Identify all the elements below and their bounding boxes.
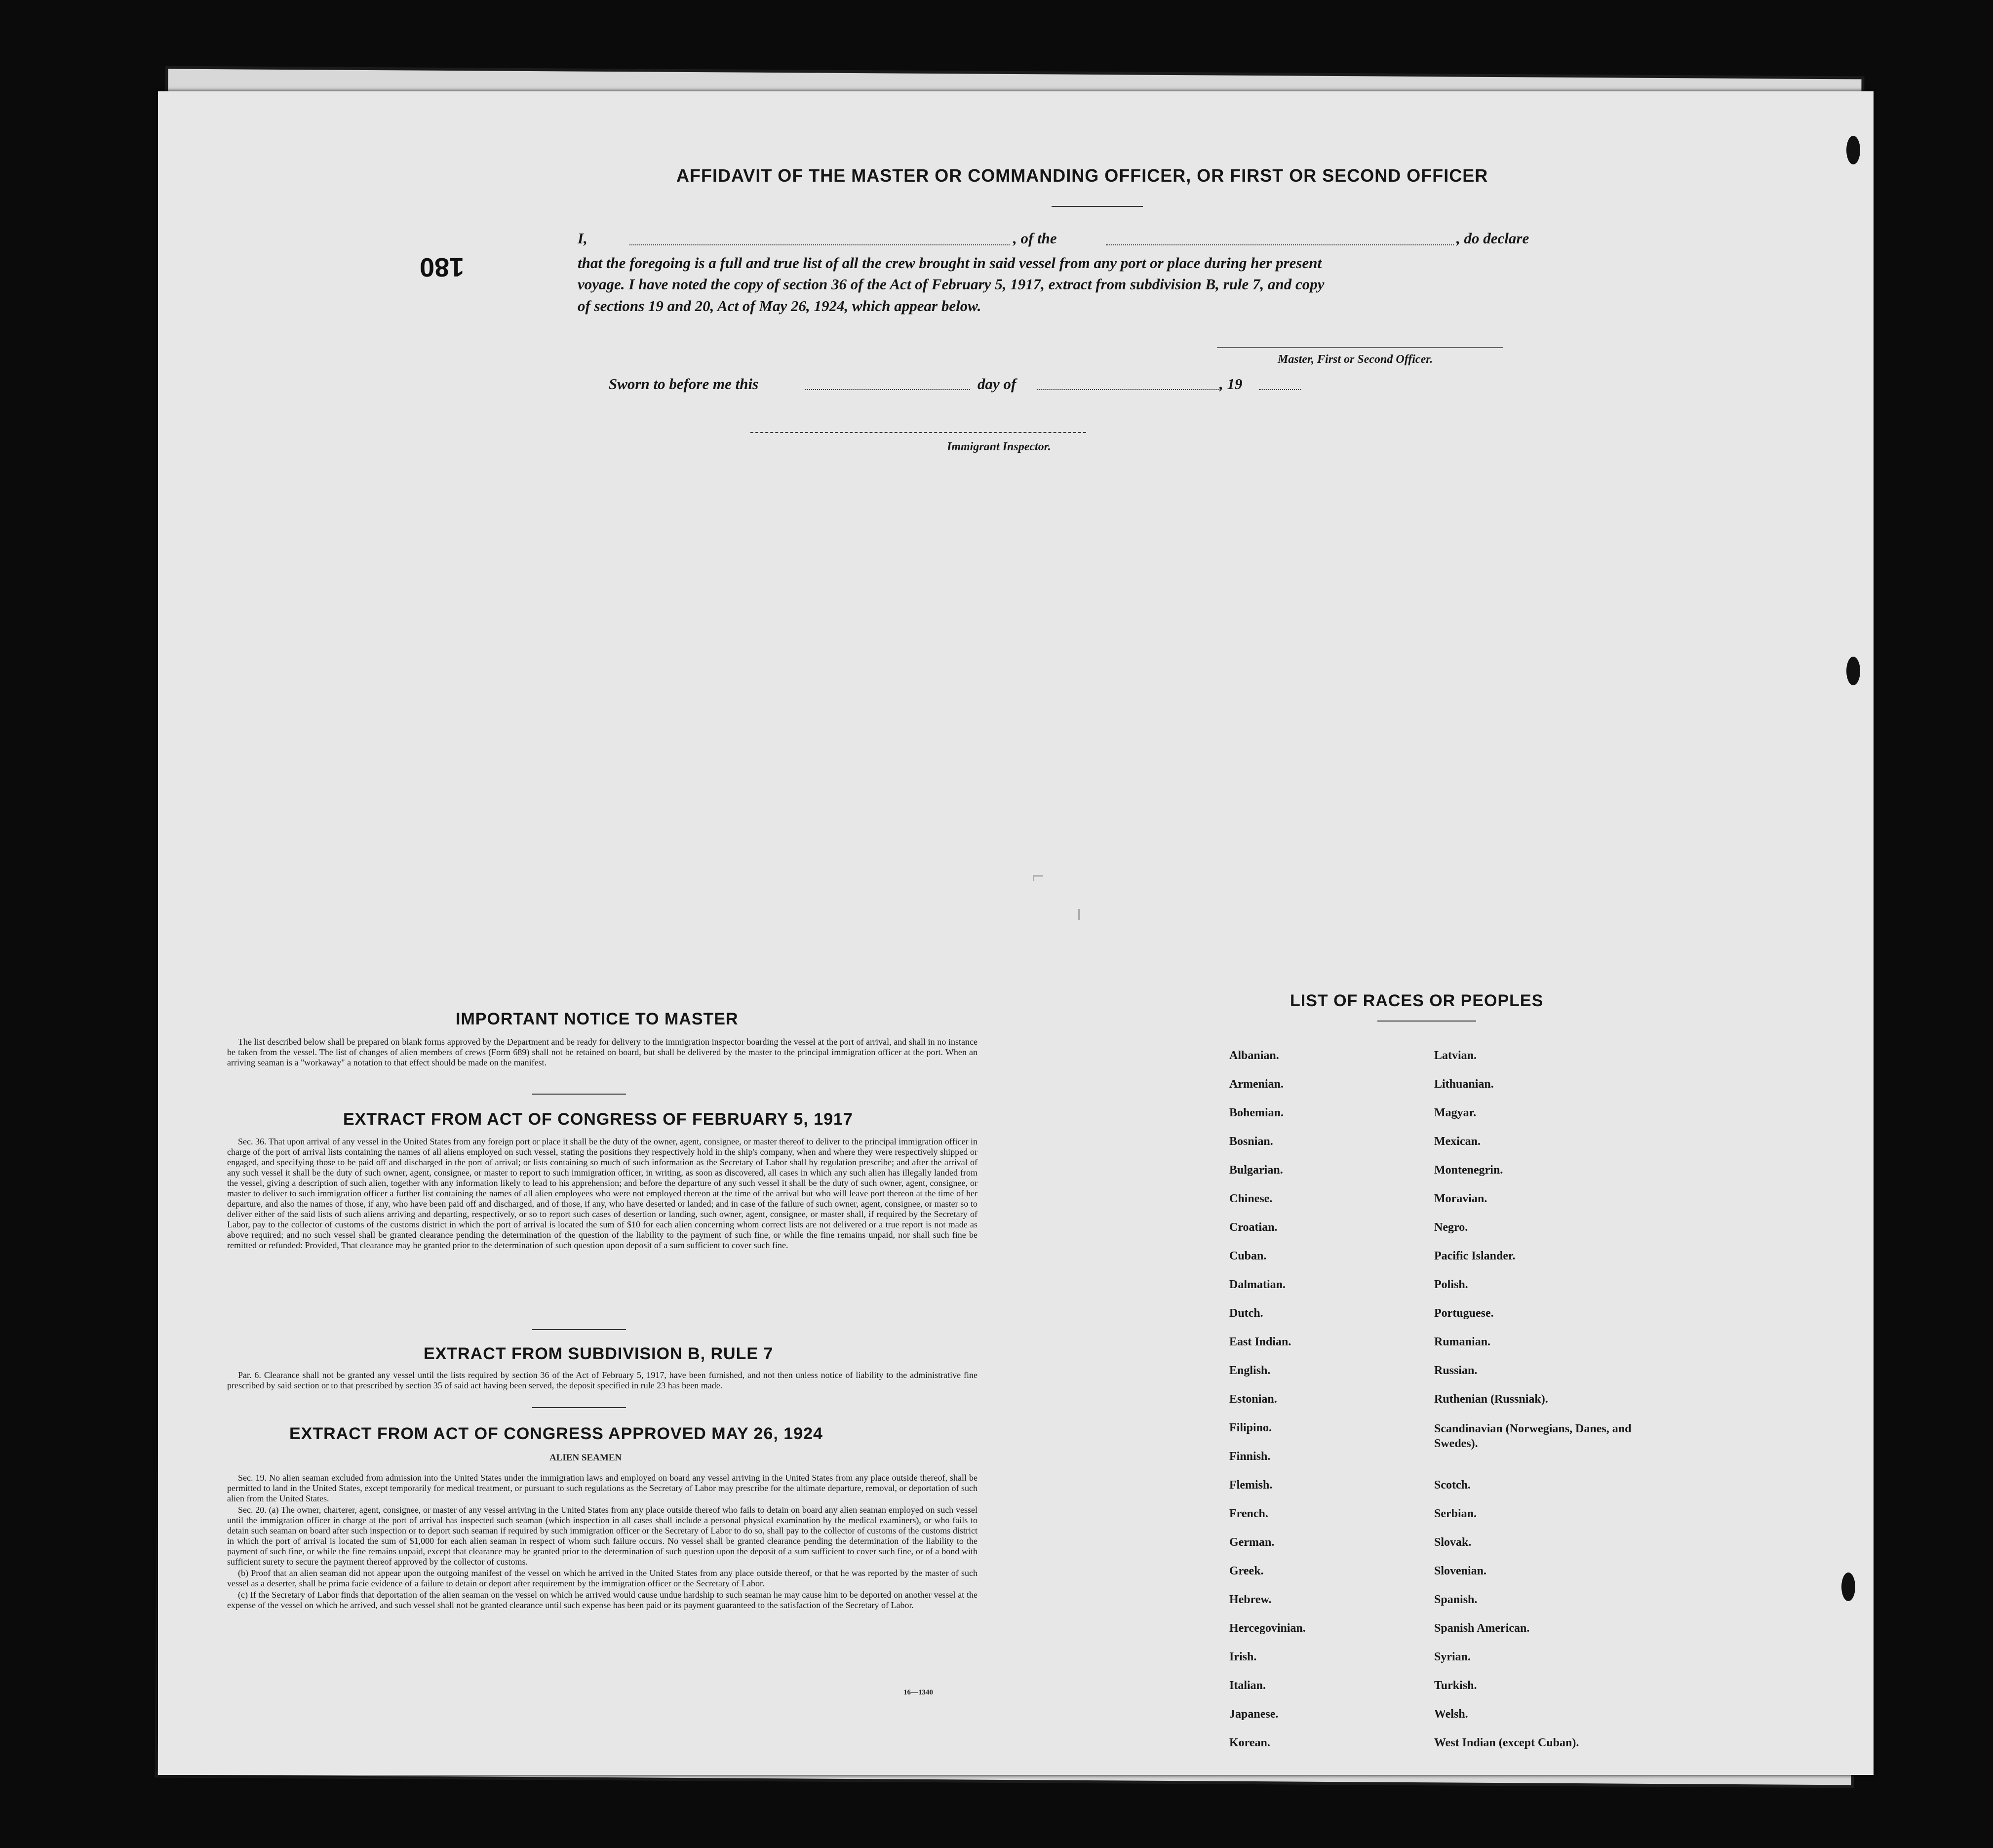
race-item: Moravian.: [1434, 1192, 1487, 1205]
race-item: Spanish.: [1434, 1593, 1478, 1606]
race-item: French.: [1229, 1507, 1268, 1520]
sec19-paragraph: Sec. 19. No alien seaman excluded from admission into the United States under the immigration laws and employed on board any vessel arriving in the United States from any place outside thereof, shall be permitted to land in the United States, except temporarily for medical treatment, or pursuant to such regulations as the Secretary of Labor may prescribe for the ultimate departure, removal, or deportation of such alien from the United States.: [227, 1473, 977, 1503]
race-item: Estonian.: [1229, 1393, 1277, 1406]
inspector-caption: Immigrant Inspector.: [947, 440, 1051, 453]
race-item: Cuban.: [1229, 1250, 1267, 1262]
race-item: Japanese.: [1229, 1708, 1279, 1721]
month-line: [1037, 389, 1219, 390]
race-item: Montenegrin.: [1434, 1164, 1503, 1177]
race-item: Spanish American.: [1434, 1622, 1530, 1635]
race-item: Serbian.: [1434, 1507, 1477, 1520]
race-item: Slovak.: [1434, 1536, 1472, 1549]
race-item: Scandinavian (Norwegians, Danes, and Swedes).: [1434, 1422, 1632, 1450]
name-line: [629, 244, 1010, 245]
signature-line: [1217, 347, 1503, 348]
race-item: Dalmatian.: [1229, 1278, 1286, 1291]
race-item: Russian.: [1434, 1364, 1478, 1377]
race-item: Flemish.: [1229, 1479, 1273, 1492]
punch-hole: [1841, 1573, 1855, 1601]
race-item: Pacific Islander.: [1434, 1250, 1516, 1262]
section-rule: [532, 1094, 626, 1095]
extract-1917-text: [227, 1137, 977, 1252]
races-title: LIST OF RACES OR PEOPLES: [1290, 991, 1544, 1010]
race-item: Dutch.: [1229, 1307, 1263, 1320]
race-item: Irish.: [1229, 1651, 1257, 1663]
race-item: Portuguese.: [1434, 1307, 1494, 1320]
race-item: Mexican.: [1434, 1135, 1481, 1148]
race-item: Hebrew.: [1229, 1593, 1272, 1606]
section-rule: [532, 1407, 626, 1408]
title-rule: [1052, 206, 1143, 207]
vessel-line: [1106, 244, 1454, 245]
race-item: Turkish.: [1434, 1679, 1477, 1692]
race-item: Ruthenian (Russniak).: [1434, 1393, 1548, 1406]
affidavit-i-label: I,: [578, 230, 587, 247]
punch-hole: [1846, 136, 1860, 164]
race-item: Italian.: [1229, 1679, 1266, 1692]
sworn-label: Sworn to before me this: [609, 375, 759, 393]
year-line: [1259, 389, 1301, 390]
race-item: Korean.: [1229, 1736, 1270, 1749]
race-item: Syrian.: [1434, 1651, 1471, 1663]
race-item: Finnish.: [1229, 1450, 1271, 1463]
stamp-number: 180: [420, 252, 465, 282]
declaration-line-1: that the foregoing is a full and true list of all the crew brought in said vessel from any port or place during her present: [578, 254, 1322, 272]
rule7-title: EXTRACT FROM SUBDIVISION B, RULE 7: [424, 1344, 774, 1363]
race-item: West Indian (except Cuban).: [1434, 1736, 1579, 1749]
notice-text: [227, 1037, 977, 1069]
ink-mark: ⌐: [1032, 864, 1044, 887]
race-item: Albanian.: [1229, 1049, 1279, 1062]
race-item: Rumanian.: [1434, 1336, 1491, 1348]
notice-paragraph: The list described below shall be prepared on blank forms approved by the Department and be ready for delivery to the immigration inspector boarding the vessel at the port of arrival, and shall in no instance be taken from the vessel. The list of changes of alien members of crews (Form 689) shall not be retained on board, but shall be delivered by the master to the principal immigration officer at the port. When an arriving seaman is a "workaway" a notation to that effect should be made on the manifest.: [227, 1037, 977, 1067]
race-item: Hercegovinian.: [1229, 1622, 1306, 1635]
ink-mark: ı: [1076, 901, 1082, 924]
race-item: Negro.: [1434, 1221, 1468, 1234]
race-item: Croatian.: [1229, 1221, 1278, 1234]
race-item: Filipino.: [1229, 1421, 1272, 1434]
punch-hole: [1846, 657, 1860, 685]
affidavit-title: AFFIDAVIT OF THE MASTER OR COMMANDING OFFICER, OR FIRST OR SECOND OFFICER: [676, 165, 1488, 186]
inspector-line: [750, 432, 1086, 433]
extract-1924-title: EXTRACT FROM ACT OF CONGRESS APPROVED MAY 26, 1924: [289, 1424, 823, 1443]
year-label: , 19: [1219, 375, 1243, 393]
rule7-paragraph: Par. 6. Clearance shall not be granted any vessel until the lists required by section 36 of the Act of February 5, 1917, have been furnished, and not then unless notice of liability to the administrative fine prescribed by said section or to that prescribed by section 35 of said act having been served, the deposit specified in rule 23 has been made.: [227, 1370, 977, 1390]
race-item: Chinese.: [1229, 1192, 1273, 1205]
race-item: Bosnian.: [1229, 1135, 1273, 1148]
extract-1924-text: [227, 1473, 977, 1612]
race-item: Armenian.: [1229, 1078, 1284, 1091]
race-item: Bohemian.: [1229, 1106, 1284, 1119]
sworn-day-line: [805, 389, 970, 390]
day-of-label: day of: [977, 375, 1016, 393]
sec20c-paragraph: (c) If the Secretary of Labor finds that deportation of the alien seaman on the vessel on which he arrived would cause undue hardship to such seaman he may cause him to be deported on another vessel at the expense of the vessel on which he arrived, and such vessel shall not be granted clearance until such expense has been paid or its payment guaranteed to the satisfaction of the Secretary of Labor.: [227, 1590, 977, 1610]
rule7-text: [227, 1370, 977, 1392]
race-item: Lithuanian.: [1434, 1078, 1494, 1091]
race-item: Slovenian.: [1434, 1565, 1487, 1577]
race-item: Bulgarian.: [1229, 1164, 1283, 1177]
race-item: Magyar.: [1434, 1106, 1477, 1119]
form-number: 16—1340: [903, 1689, 933, 1696]
race-item: East Indian.: [1229, 1336, 1291, 1348]
declaration-line-2: voyage. I have noted the copy of section 36 of the Act of February 5, 1917, extract from subdivision B, rule 7, and copy: [578, 275, 1325, 293]
race-item: English.: [1229, 1364, 1271, 1377]
races-rule: [1377, 1021, 1476, 1022]
race-item: Welsh.: [1434, 1708, 1468, 1721]
race-item: Scotch.: [1434, 1479, 1471, 1492]
alien-seamen-subtitle: ALIEN SEAMEN: [549, 1453, 622, 1463]
notice-title: IMPORTANT NOTICE TO MASTER: [456, 1010, 739, 1028]
do-declare-label: , do declare: [1456, 230, 1529, 247]
race-item: Polish.: [1434, 1278, 1468, 1291]
section-36-paragraph: Sec. 36. That upon arrival of any vessel in the United States from any foreign port or place it shall be the duty of the owner, agent, consignee, or master thereof to deliver to the principal immigration officer in charge of the port of arrival lists containing the names of all aliens employed on such vessel, stating the positions they respectively hold in the ship's company, when and where they were respectively shipped or engaged, and specifying those to be paid off and discharged in the port of arrival; or lists containing so much of such information as the Secretary of Labor shall by regulation prescribe; and after the arrival of any such vessel it shall be the duty of such owner, agent, consignee, or master to report to such immigration officer, in writing, as soon as discovered, all cases in which any such alien has illegally landed from the vessel, giving a description of such alien, together with any information likely to lead to his apprehension; and before the departure of any such vessel it shall be the duty of such owner, agent, consignee, or master to deliver to such immigration officer a further list containing the names of all alien employees who were not employed thereon at the time of the arrival but who will leave port thereon at the time of her departure, and also the names of those, if any, who have been paid off and discharged, and of those, if any, who have deserted or landed; and in case of the failure of such owner, agent, consignee, or master so to deliver either of the said lists of such aliens arriving and departing, respectively, or so to report such cases of desertion or landing, such owner, agent, consignee, or master shall, if required by the Secretary of Labor, pay to the collector of customs of the customs district in which the port of arrival is located the sum of $10 for each alien concerning whom correct lists are not delivered or a true report is not made as above required; and no such vessel shall be granted clearance pending the determination of the question of the liability to the payment of such fine, or while the fine remains unpaid, nor shall such fine be remitted or refunded: Provided, That clearance may be granted prior to the determination of such question upon deposit of a sum sufficient to cover such fine.: [227, 1137, 977, 1250]
affidavit-page: [158, 91, 1874, 1775]
section-rule: [532, 1329, 626, 1330]
signature-caption: Master, First or Second Officer.: [1278, 353, 1433, 366]
of-the-label: , of the: [1013, 230, 1057, 247]
race-item: German.: [1229, 1536, 1275, 1549]
race-item: Greek.: [1229, 1565, 1264, 1577]
sec20b-paragraph: (b) Proof that an alien seaman did not appear upon the outgoing manifest of the vessel on which he arrived in the United States from any place outside thereof, or that he was reported by the master of such vessel as a deserter, shall be prima facie evidence of a failure to detain or deport after requirement by the immigration officer or the Secretary of Labor.: [227, 1568, 977, 1588]
extract-1917-title: EXTRACT FROM ACT OF CONGRESS OF FEBRUARY 5, 1917: [343, 1110, 853, 1129]
declaration-line-3: of sections 19 and 20, Act of May 26, 1924, which appear below.: [578, 297, 981, 315]
race-item: Latvian.: [1434, 1049, 1477, 1062]
sec20a-paragraph: Sec. 20. (a) The owner, charterer, agent, consignee, or master of any vessel arriving in the United States from any place outside thereof who fails to detain on board any alien seaman employed on such vessel until the immigration officer in charge at the port of arrival has inspected such seaman (which inspection in all cases shall include a personal physical examination by the medical examiners), or who fails to detain such seaman on board after such inspection or to deport such seaman if required by such immigration officer or the Secretary of Labor to do so, shall pay to the collector of customs of the customs district in which the port of arrival is located the sum of $1,000 for each alien seaman in respect of whom such failure occurs. No vessel shall be granted clearance pending the determination of the liability to the payment of such fine, or while the fine remains unpaid, except that clearance may be granted prior to the determination of such question upon the deposit of a sum sufficient to cover such fine, or of a bond with sufficient surety to secure the payment thereof approved by the collector of customs.: [227, 1505, 977, 1567]
